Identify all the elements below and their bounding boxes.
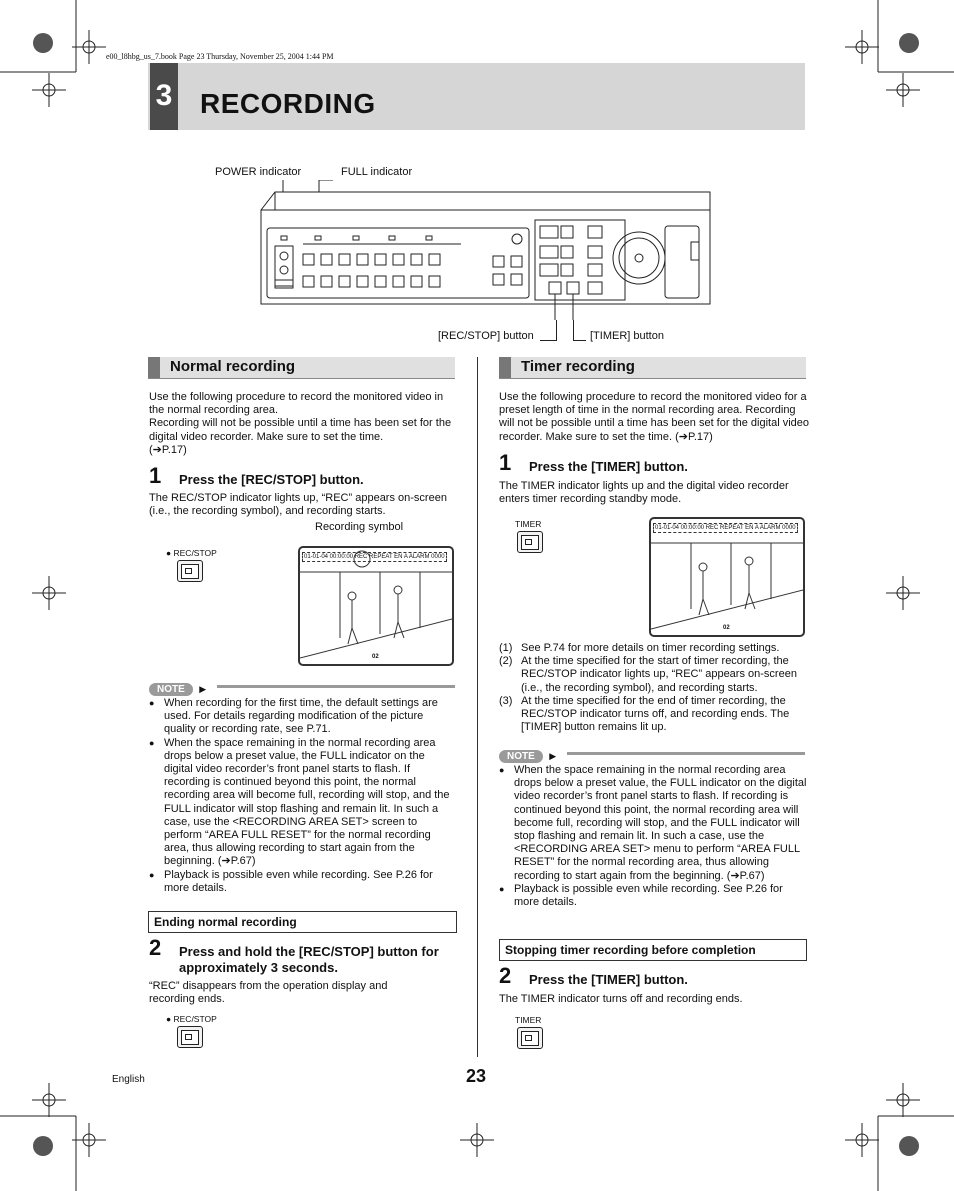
note-item: ● Playback is possible even while recording. See P.26 for more details. bbox=[149, 869, 455, 895]
stopping-timer-recording-heading: Stopping timer recording before completion bbox=[499, 939, 807, 961]
timer-button-2[interactable] bbox=[517, 1027, 543, 1049]
step-1-number: 1 bbox=[149, 463, 162, 488]
timer-recording-notes bbox=[499, 764, 807, 909]
recording-symbol-label: Recording symbol bbox=[315, 521, 404, 533]
ending-normal-recording-heading: Ending normal recording bbox=[148, 911, 457, 933]
screen-overlay-text: 01-01-04 00:00:00 REC REPEAT EN A ALARM 0000 bbox=[655, 525, 796, 531]
normal-recording-intro: Use the following procedure to record the monitored video in the normal recording area. Recording will not be possible until a time has been set for the digital video recorder. Make sure to set the time. (➔P.17) bbox=[149, 391, 452, 456]
note-item: ● When recording for the first time, the default settings are used. For details regarding modification of the picture quality or recording rate, see P.71. bbox=[149, 697, 455, 737]
rec-stop-button-label: [REC/STOP] button bbox=[438, 330, 534, 342]
dvr-front-panel-diagram bbox=[255, 180, 715, 320]
step-2-title: Press and hold the [REC/STOP] button for approximately 3 seconds. bbox=[179, 944, 439, 975]
rec-stop-leader bbox=[540, 320, 557, 341]
screen-camera-number: 02 bbox=[723, 625, 730, 631]
timer-step-1-description: The TIMER indicator lights up and the digital video recorder enters timer recording standby mode. bbox=[499, 480, 789, 506]
rec-stop-button-2[interactable] bbox=[177, 1026, 203, 1048]
timer-recording-steps bbox=[499, 642, 807, 734]
monitor-screen-rec bbox=[298, 546, 454, 666]
timer-step-2-description: The TIMER indicator turns off and recording ends. bbox=[499, 993, 743, 1005]
timer-step-1-title: Press the [TIMER] button. bbox=[529, 459, 688, 474]
chapter-title: RECORDING bbox=[200, 88, 376, 119]
monitor-screen-timer bbox=[649, 517, 805, 637]
timer-leader bbox=[573, 320, 586, 341]
rec-stop-indicator-label-2: ● REC/STOP bbox=[166, 1014, 217, 1024]
screen-overlay-text: 01-01-04 00:00:00 REC REPEAT EN A ALARM 0000 bbox=[304, 554, 445, 560]
timer-step-1-number: 1 bbox=[499, 450, 512, 475]
timer-indicator-label-2: TIMER bbox=[515, 1015, 542, 1025]
timer-button-label: [TIMER] button bbox=[590, 330, 664, 342]
numbered-item: (3) At the time specified for the end of timer recording, the REC/STOP indicator turns off, and recording ends. The [TIMER] button remains lit up. bbox=[499, 694, 790, 734]
rec-stop-indicator-label: ● REC/STOP bbox=[166, 548, 217, 558]
screen-camera-number: 02 bbox=[372, 654, 379, 660]
step-1-title: Press the [REC/STOP] button. bbox=[179, 472, 364, 487]
numbered-item: (2) At the time specified for the start of timer recording, the REC/STOP indicator lights up, “REC” appears on-screen (i.e., the recording symbol), and recording starts. bbox=[499, 655, 797, 694]
timer-recording-heading: Timer recording bbox=[499, 357, 806, 379]
timer-recording-intro: Use the following procedure to record the monitored video for a preset length of time in the normal recording area. Recording will not be possible until a time has been set for the digital video recorder. Make sure to set the time. (➔P.17) bbox=[499, 391, 810, 443]
note-item: ● Playback is possible even while recording. See P.26 for more details. bbox=[499, 883, 807, 909]
note-badge: NOTE bbox=[499, 750, 543, 763]
note-item: ● When the space remaining in the normal recording area drops below a preset value, the FULL indicator on the digital video recorder’s front panel starts to flash. If recording is continued beyond this point, the normal recording area will become full, recording will stop, and the FULL indicator will stop flashing and remain lit. In such a case, use the <RECORDING AREA SET> screen to perform “AREA FULL RESET” for the normal recording area, thus allowing recording to start again from the beginning. (➔P.67) bbox=[149, 737, 455, 869]
book-header: e00_l8hbg_us_7.book Page 23 Thursday, November 25, 2004 1:44 PM bbox=[106, 52, 334, 61]
timer-step-2-title: Press the [TIMER] button. bbox=[529, 972, 688, 987]
note-badge: NOTE bbox=[149, 683, 193, 696]
timer-button[interactable] bbox=[517, 531, 543, 553]
timer-indicator-label: TIMER bbox=[515, 519, 542, 529]
full-indicator-label: FULL indicator bbox=[341, 166, 413, 178]
note-bar: NOTE ▶ bbox=[149, 679, 455, 693]
column-divider bbox=[477, 357, 478, 1057]
step-1-description: The REC/STOP indicator lights up, “REC” appears on-screen (i.e., the recording symbol), and recording starts. bbox=[149, 492, 447, 518]
rec-stop-button[interactable] bbox=[177, 560, 203, 582]
note-item: ● When the space remaining in the normal recording area drops below a preset value, the FULL indicator on the digital video recorder’s front panel starts to flash. If recording is continued beyond this point, the normal recording area will become full, recording will stop, and the FULL indicator will stop flashing and remain lit. In such a case, use the <RECORDING AREA SET> menu to perform “AREA FULL RESET” for the normal recording area, thus allowing recording to start again from the beginning. (➔P.67) bbox=[499, 764, 807, 883]
timer-note-bar: NOTE ▶ bbox=[499, 746, 805, 760]
normal-recording-heading: Normal recording bbox=[148, 357, 455, 379]
numbered-item: (1) See P.74 for more details on timer recording settings. bbox=[499, 642, 780, 654]
footer-language: English bbox=[112, 1074, 145, 1085]
power-indicator-label: POWER indicator bbox=[215, 166, 302, 178]
page-number: 23 bbox=[466, 1066, 487, 1086]
timer-step-2-number: 2 bbox=[499, 963, 512, 988]
step-2-number: 2 bbox=[149, 935, 162, 960]
step-2-description: “REC” disappears from the operation display and recording ends. bbox=[149, 980, 388, 1006]
chapter-number: 3 bbox=[150, 63, 178, 130]
normal-recording-notes bbox=[149, 697, 455, 895]
